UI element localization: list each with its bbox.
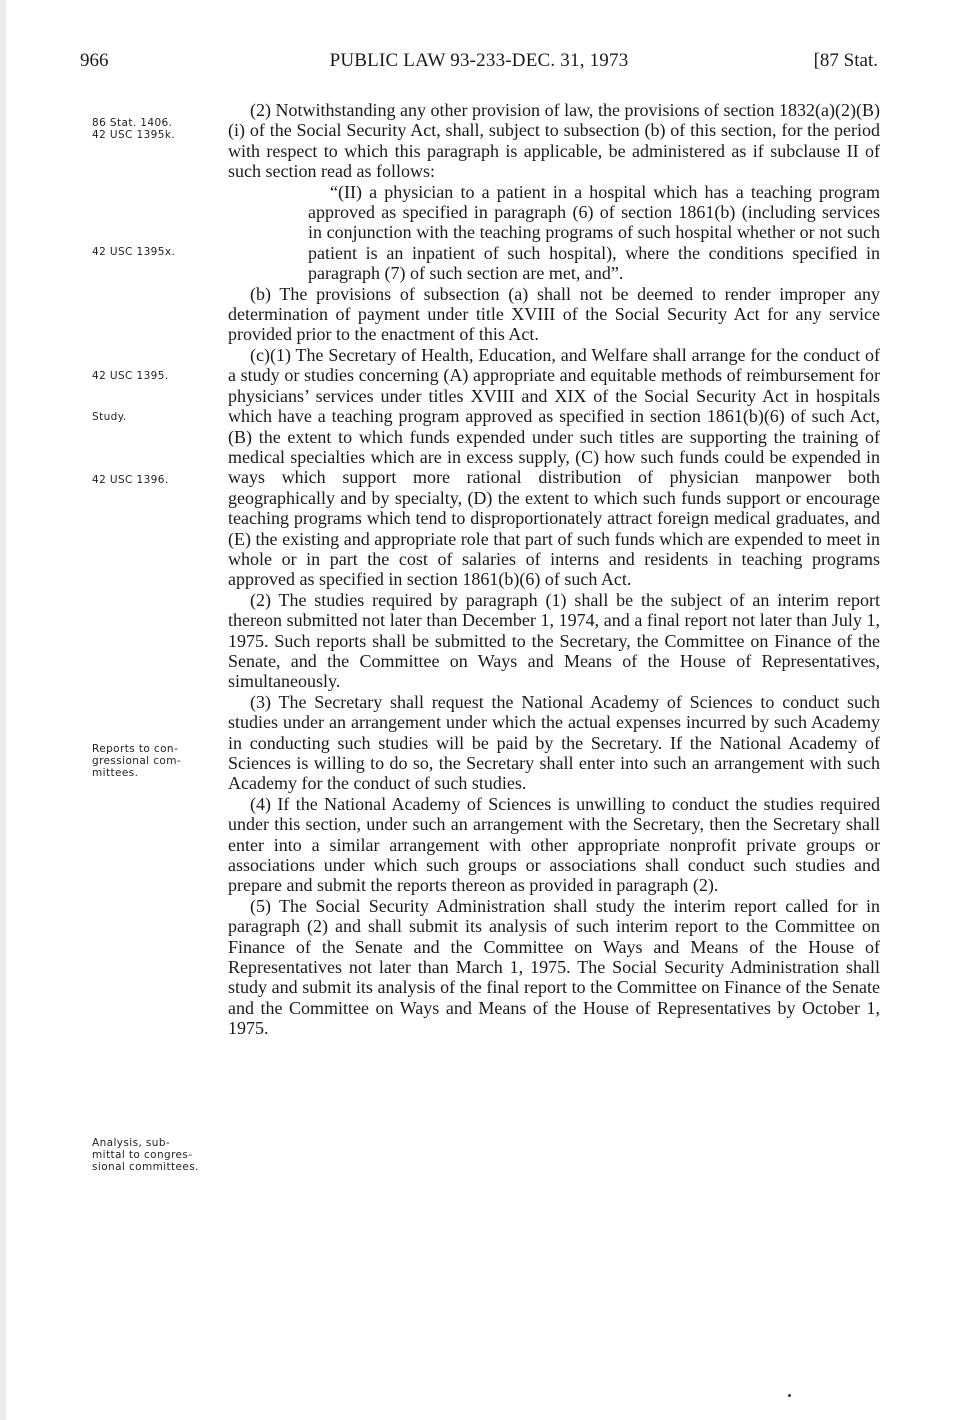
quoted-subclause: “(II) a physician to a patient in a hospital which has a teaching program approved as specified in paragraph (6) of section 1861(b) (including services in conjunction with the teaching programs of such hospital whether or not such patient is an inpatient of such hospital), where the conditions specified in paragraph (7) of such section are met, and”. <box>308 181 880 284</box>
paragraph-a2: (2) Notwithstanding any other provision of law, the provisions of section 1832(a)(2)(B)(i) of the Social Security Act, shall, subject to subsection (b) of this section, for the period with respect to which this paragraph is applicable, be administered as if subclause II of such section read as follows: <box>228 100 880 182</box>
margin-note-line: Study. <box>92 411 127 423</box>
margin-note-line: Reports to con- <box>92 743 179 755</box>
margin-note-study <box>92 411 228 423</box>
paragraph-c4: (4) If the National Academy of Sciences is unwilling to conduct the studies required under this section, under such an arrangement with the Secretary, then the Secretary shall enter into a similar arrangement with other appropriate nonprofit private groups or associations under which such groups or associations shall conduct such studies and prepare and submit the reports thereon as provided in paragraph (2). <box>228 793 880 896</box>
paragraph-c5: (5) The Social Security Administration shall study the interim report called for in paragraph (2) and shall submit its analysis of such interim report to the Committee on Finance of the Senate and the Committee on Ways and Means of the House of Representatives not later than March 1, 1975. The Social Security Administration shall study and submit its analysis of the final report to the Committee on Finance of the Senate and the Committee on Ways and Means of the House of Representatives by October 1, 1975. <box>228 895 880 1039</box>
paragraph-c3: (3) The Secretary shall request the National Academy of Sciences to conduct such studies under an arrangement under which the actual expenses incurred by such Academy in conducting such studies will be paid by the Secretary. If the National Academy of Sciences is willing to do so, the Secretary shall enter into such an arrangement with such Academy for the conduct of such studies. <box>228 691 880 794</box>
page-number: 966 <box>80 50 109 71</box>
margin-note-usc-1395 <box>92 370 228 382</box>
margin-note-line: mittees. <box>92 767 139 779</box>
margin-note-line: 42 USC 1396. <box>92 474 169 486</box>
margin-note-reports <box>92 743 228 779</box>
margin-note-line: 42 USC 1395k. <box>92 129 176 141</box>
scan-edge <box>0 0 6 1420</box>
paragraph-b: (b) The provisions of subsection (a) shall not be deemed to render improper any determination of payment under title XVIII of the Social Security Act for any service provided prior to the enactment of this Act. <box>228 283 880 345</box>
paragraph-c1: (c)(1) The Secretary of Health, Education, and Welfare shall arrange for the conduct of a study or studies concerning (A) appropriate and equitable methods of reimbursement for physicians’ services under titles XVIII and XIX of the Social Security Act in hospitals which have a teaching program approved as specified in section 1861(b)(6) of such Act, (B) the extent to which funds expended under such titles are supporting the training of medical specialties which are in excess supply, (C) how such funds could be expended in ways which support more rational distribution of physician manpower both geographically and by specialty, (D) the extent to which such funds support or encourage teaching programs which tend to disproportionately attract foreign medical graduates, and (E) the existing and appropriate role that part of such funds which are expended to meet in whole or in part the cost of salaries of interns and residents in teaching programs approved as specified in section 1861(b)(6) of such Act. <box>228 344 880 590</box>
scan-speck <box>788 1394 791 1397</box>
statute-reference: [87 Stat. <box>813 50 878 71</box>
margin-note-line: 42 USC 1395x. <box>92 246 176 258</box>
margin-note-usc-1396 <box>92 474 228 486</box>
page-header <box>80 50 878 76</box>
margin-note-usc-1395x <box>92 246 228 258</box>
paragraph-c2: (2) The studies required by paragraph (1) shall be the subject of an interim report thereon submitted not later than December 1, 1974, and a final report not later than July 1, 1975. Such reports shall be submitted to the Secretary, the Committee on Finance of the Senate, and the Committee on Ways and Means of the House of Representatives, simultaneously. <box>228 589 880 692</box>
margin-note-line: Analysis, sub- <box>92 1137 171 1149</box>
body-text <box>228 100 880 1039</box>
margin-note-stat <box>92 117 228 141</box>
margin-note-line: 86 Stat. 1406. <box>92 117 173 129</box>
margin-note-line: gressional com- <box>92 755 182 767</box>
margin-note-analysis <box>92 1137 228 1173</box>
page-title: PUBLIC LAW 93-233-DEC. 31, 1973 <box>329 50 629 71</box>
margin-note-line: sional committees. <box>92 1161 199 1173</box>
margin-note-line: 42 USC 1395. <box>92 370 169 382</box>
margin-note-line: mittal to congres- <box>92 1149 193 1161</box>
